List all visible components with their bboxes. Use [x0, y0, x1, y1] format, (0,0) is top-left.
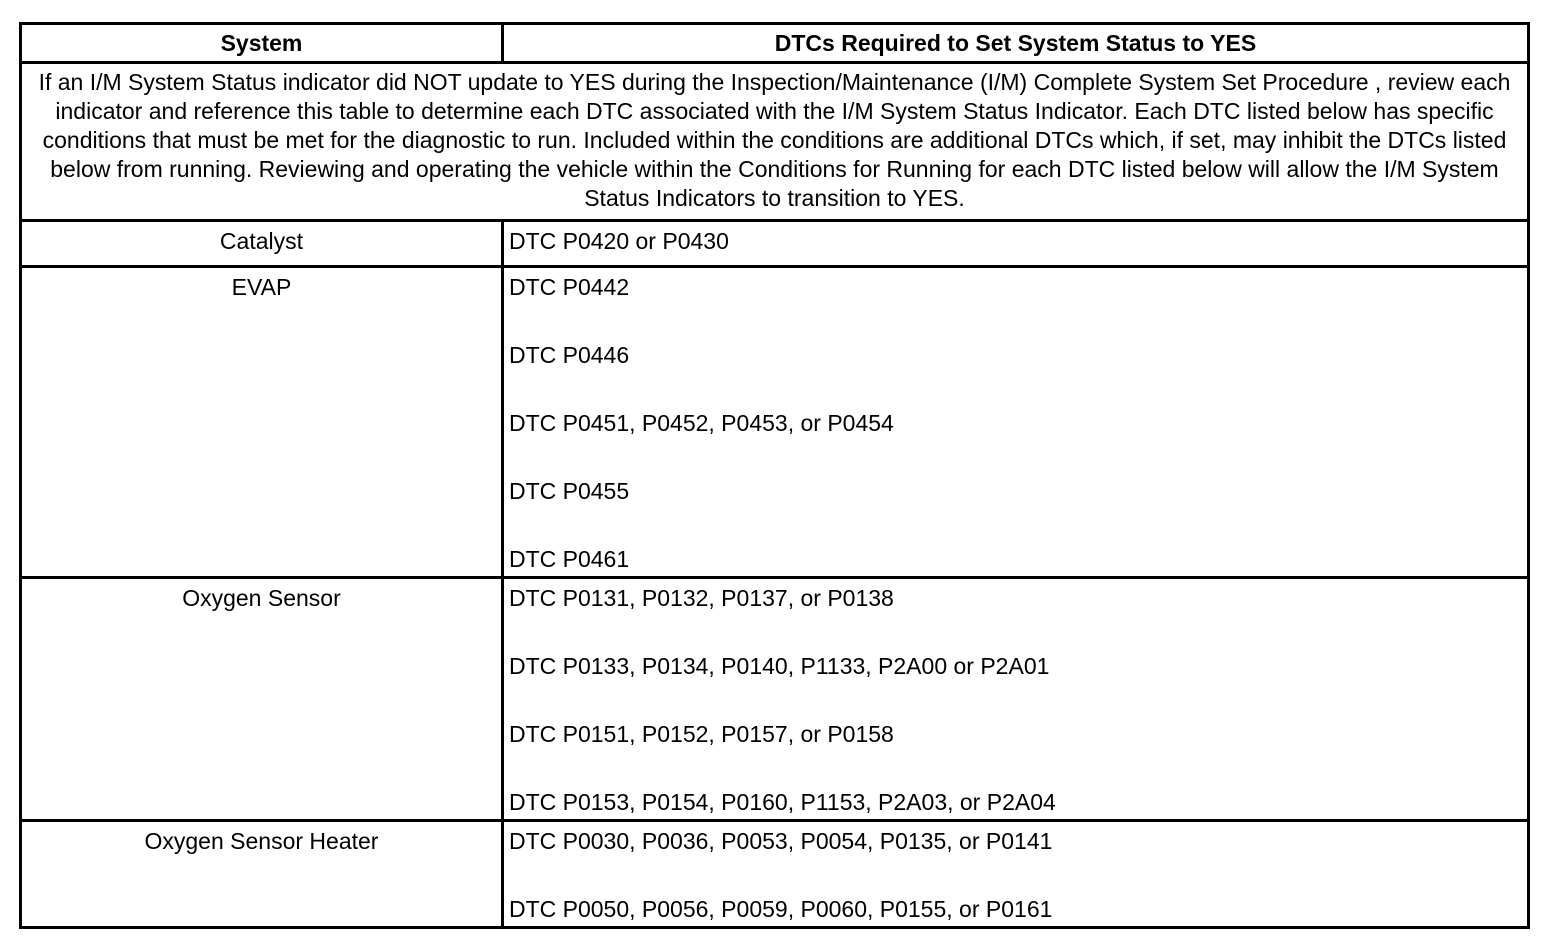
header-system: System	[21, 24, 503, 63]
system-cell: EVAP	[21, 267, 503, 578]
dtc-cell	[502, 821, 1528, 928]
dtc-cell	[502, 221, 1528, 267]
dtc-item: DTC P0131, P0132, P0137, or P0138	[508, 585, 894, 611]
dtc-item: DTC P0451, P0452, P0453, or P0454	[508, 410, 894, 436]
dtc-item: DTC P0151, P0152, P0157, or P0158	[508, 721, 894, 747]
intro-row	[21, 63, 1529, 221]
dtc-item: DTC P0446	[508, 342, 630, 368]
table-row	[21, 221, 1529, 267]
dtc-item: DTC P0442	[508, 274, 630, 300]
intro-text: If an I/M System Status indicator did NOT update to YES during the Inspection/Maintenance (I/M) Complete System Set Procedure , review each indicator and reference this table to determine each DTC associated with the I/M System Status Indicator. Each DTC listed below has specific conditions that must be met for the diagnostic to run. Included within the conditions are additional DTCs which, if set, may inhibit the DTCs listed below from running. Reviewing and operating the vehicle within the Conditions for Running for each DTC listed below will allow the I/M System Status Indicators to transition to YES.	[21, 63, 1529, 221]
table-row	[21, 578, 1529, 821]
dtc-item: DTC P0133, P0134, P0140, P1133, P2A00 or P2A01	[508, 653, 1050, 679]
dtc-system-status-table	[19, 22, 1530, 929]
dtc-cell	[502, 578, 1528, 821]
table-header-row	[21, 24, 1529, 63]
system-cell: Catalyst	[21, 221, 503, 267]
dtc-item: DTC P0455	[508, 478, 630, 504]
system-cell: Oxygen Sensor Heater	[21, 821, 503, 928]
table-row	[21, 821, 1529, 928]
dtc-cell	[502, 267, 1528, 578]
system-cell: Oxygen Sensor	[21, 578, 503, 821]
dtc-item: DTC P0420 or P0430	[508, 228, 729, 254]
dtc-item: DTC P0461	[508, 546, 630, 572]
table-row	[21, 267, 1529, 578]
header-dtcs: DTCs Required to Set System Status to YES	[502, 24, 1528, 63]
dtc-item: DTC P0050, P0056, P0059, P0060, P0155, or P0161	[508, 896, 1053, 922]
dtc-item: DTC P0030, P0036, P0053, P0054, P0135, or P0141	[508, 828, 1053, 854]
dtc-item: DTC P0153, P0154, P0160, P1153, P2A03, or P2A04	[508, 789, 1056, 815]
